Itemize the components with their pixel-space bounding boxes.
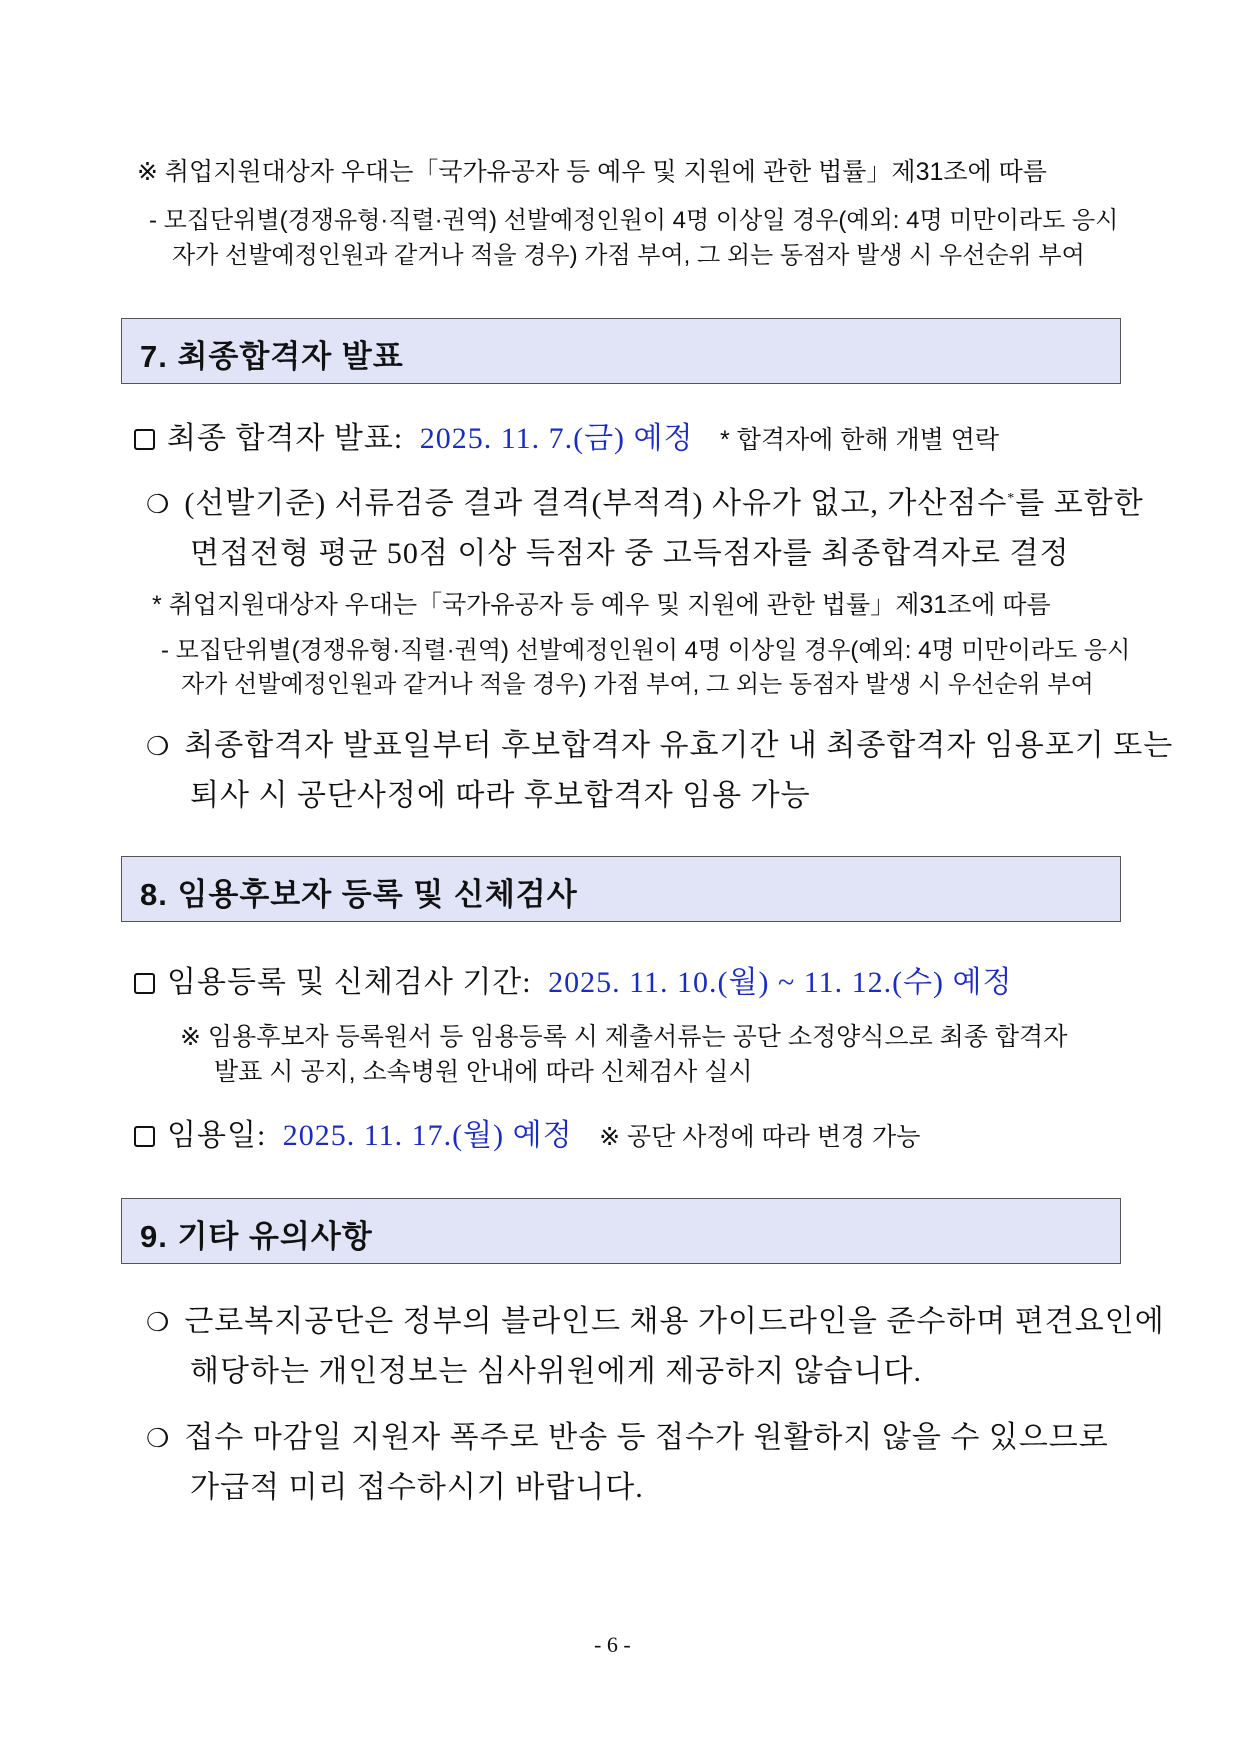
registration-note-line2: 발표 시 공지, 소속병원 안내에 따라 신체검사 실시 bbox=[214, 1058, 753, 1086]
early-submission-line1: ❍ 접수 마감일 지원자 폭주로 반송 등 접수가 원활하지 않을 수 있으므로 bbox=[146, 1421, 1109, 1454]
selection-criteria-line1: ❍ (선발기준) 서류검증 결과 결격(부적격) 사유가 없고, 가산점수*를 포함한 bbox=[146, 487, 1144, 520]
final-announcement-label: 최종 합격자 발표: bbox=[167, 422, 404, 455]
registration-period-item bbox=[134, 957, 1013, 1001]
blind-hiring-line1: ❍ 근로복지공단은 정부의 블라인드 채용 가이드라인을 준수하며 편견요인에 bbox=[146, 1305, 1165, 1338]
final-announcement-note: * 합격자에 한해 개별 연락 bbox=[720, 426, 1000, 454]
hollow-circle-icon: ❍ bbox=[146, 490, 171, 519]
section-9-title: 9. 기타 유의사항 bbox=[140, 1219, 373, 1254]
appointment-date-value: 2025. 11. 17.(월) 예정 bbox=[282, 1119, 573, 1152]
registration-period-date: 2025. 11. 10.(월) ~ 11. 12.(수) 예정 bbox=[548, 966, 1013, 999]
hollow-circle-icon: ❍ bbox=[146, 1424, 171, 1453]
appointment-date-label: 임용일: bbox=[167, 1119, 267, 1152]
top-note: ※ 취업지원대상자 우대는「국가유공자 등 예우 및 지원에 관한 법률」제31조에 따름 bbox=[137, 158, 1047, 186]
section-7-note-detail-line2: 자가 선발예정인원과 같거나 적을 경우) 가점 부여, 그 외는 동점자 발생 시 우선순위 부여 bbox=[181, 671, 1094, 698]
registration-period-label: 임용등록 및 신체검사 기간: bbox=[167, 966, 532, 999]
empty-square-icon bbox=[134, 1126, 155, 1147]
appointment-date-item bbox=[134, 1110, 920, 1154]
candidate-appointment-line1: ❍ 최종합격자 발표일부터 후보합격자 유효기간 내 최종합격자 임용포기 또는 bbox=[146, 729, 1174, 762]
section-7-note: * 취업지원대상자 우대는「국가유공자 등 예우 및 지원에 관한 법률」제31조에 따름 bbox=[152, 591, 1051, 619]
top-note-detail-line2: 자가 선발예정인원과 같거나 적을 경우) 가점 부여, 그 외는 동점자 발생 시 우선순위 부여 bbox=[172, 242, 1085, 269]
final-announcement-item bbox=[134, 413, 999, 457]
registration-note-line1: ※ 임용후보자 등록원서 등 임용등록 시 제출서류는 공단 소정양식으로 최종 합격자 bbox=[180, 1023, 1068, 1051]
final-announcement-date: 2025. 11. 7.(금) 예정 bbox=[419, 422, 694, 455]
page-number: - 6 - bbox=[594, 1632, 631, 1657]
early-submission-line2: 가급적 미리 접수하시기 바랍니다. bbox=[190, 1471, 644, 1504]
empty-square-icon bbox=[134, 429, 155, 450]
hollow-circle-icon: ❍ bbox=[146, 732, 171, 761]
section-7-note-detail-line1: - 모집단위별(경쟁유형·직렬·권역) 선발예정인원이 4명 이상일 경우(예외: 4명 미만이라도 응시 bbox=[161, 637, 1131, 664]
section-8-heading bbox=[121, 856, 1121, 922]
hollow-circle-icon: ❍ bbox=[146, 1308, 171, 1337]
top-note-detail-line1: - 모집단위별(경쟁유형·직렬·권역) 선발예정인원이 4명 이상일 경우(예외: 4명 미만이라도 응시 bbox=[149, 207, 1119, 234]
empty-square-icon bbox=[134, 973, 155, 994]
section-8-title: 8. 임용후보자 등록 및 신체검사 bbox=[140, 877, 578, 912]
appointment-date-note: ※ 공단 사정에 따라 변경 가능 bbox=[599, 1123, 921, 1151]
section-7-heading bbox=[121, 318, 1121, 384]
candidate-appointment-line2: 퇴사 시 공단사정에 따라 후보합격자 임용 가능 bbox=[190, 779, 811, 812]
section-9-heading bbox=[121, 1198, 1121, 1264]
blind-hiring-line2: 해당하는 개인정보는 심사위원에게 제공하지 않습니다. bbox=[190, 1355, 923, 1388]
selection-criteria-line2: 면접전형 평균 50점 이상 득점자 중 고득점자를 최종합격자로 결정 bbox=[190, 537, 1070, 570]
section-7-title: 7. 최종합격자 발표 bbox=[140, 339, 404, 374]
